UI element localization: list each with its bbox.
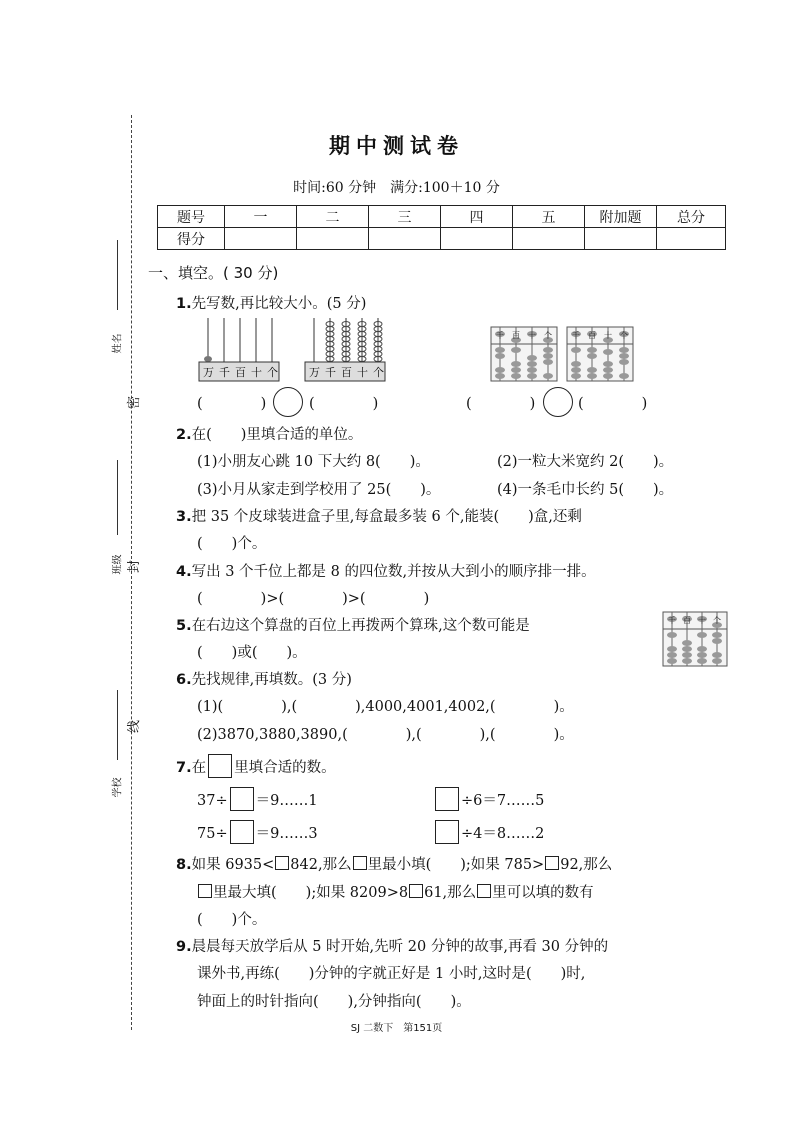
q3-number: 3. xyxy=(176,509,192,525)
eq-part: ÷6＝7……5 xyxy=(461,793,545,809)
q6-number: 6. xyxy=(176,672,192,688)
q8-text: 92,那么 xyxy=(560,857,613,873)
q2-item-3: (3)小月从家走到学校用了 25( )。 xyxy=(197,482,441,498)
q5-line-2: ( )或( )。 xyxy=(197,645,307,661)
digit-box[interactable] xyxy=(545,856,559,870)
eq-part: ＝9……1 xyxy=(255,793,318,809)
label-ge: 个 xyxy=(373,366,384,379)
abacus-label: 千 xyxy=(572,331,580,340)
q8-text: 里最大填( );如果 8209>8 xyxy=(213,885,409,901)
label-qian: 千 xyxy=(325,366,336,379)
q2-item-2: (2)一粒大米宽约 2( )。 xyxy=(497,454,674,470)
label-wan: 万 xyxy=(203,366,214,379)
q4-answer-line: ( )>( )>( ) xyxy=(197,591,430,607)
abacus-label: 十 xyxy=(698,616,706,625)
score-cell[interactable] xyxy=(657,228,726,250)
answer-box[interactable] xyxy=(230,787,254,811)
q7-eq-3 xyxy=(197,820,318,844)
abacus-label: 个 xyxy=(620,331,628,340)
q2-item-4: (4)一条毛巾长约 5( )。 xyxy=(497,482,674,498)
score-row xyxy=(158,228,726,250)
q1-blank-3[interactable]: ( ) xyxy=(466,396,536,412)
score-cell[interactable] xyxy=(297,228,369,250)
question-6 xyxy=(176,668,352,689)
q7-eq-4 xyxy=(433,820,544,844)
question-2 xyxy=(176,423,362,444)
q9-line-3: 钟面上的时针指向( ),分钟指向( )。 xyxy=(197,994,471,1010)
score-cell[interactable] xyxy=(513,228,585,250)
compare-circle-1[interactable] xyxy=(273,387,303,417)
label-bai: 百 xyxy=(341,366,352,379)
score-cell[interactable] xyxy=(369,228,441,250)
score-cell[interactable] xyxy=(441,228,513,250)
header-cell: 总分 xyxy=(657,206,726,228)
question-4 xyxy=(176,560,596,581)
answer-box[interactable] xyxy=(435,787,459,811)
compare-circle-2[interactable] xyxy=(543,387,573,417)
abacus-label: 十 xyxy=(528,331,536,340)
q4-number: 4. xyxy=(176,564,192,580)
eq-part: 75÷ xyxy=(197,826,228,842)
exam-info: 时间:60 分钟 满分:100＋10 分 xyxy=(293,180,500,196)
name-line xyxy=(117,240,118,310)
answer-box xyxy=(208,754,232,778)
q2-number: 2. xyxy=(176,427,192,443)
answer-box[interactable] xyxy=(230,820,254,844)
class-line xyxy=(117,460,118,535)
q9-line-2: 课外书,再练( )分钟的字就正好是 1 小时,这时是( )时, xyxy=(197,966,586,982)
eq-part: ＝9……3 xyxy=(255,826,318,842)
q8-text: 里最小填( );如果 785> xyxy=(367,857,545,873)
abacus-label: 千 xyxy=(668,616,676,625)
q3-line-2: ( )个。 xyxy=(197,536,267,552)
abacus-label: 百 xyxy=(512,331,520,340)
cut-mark-1: 密 xyxy=(127,395,143,410)
digit-box[interactable] xyxy=(275,856,289,870)
label-qian: 千 xyxy=(219,366,230,379)
q5-number: 5. xyxy=(176,618,192,634)
q5-text: 在右边这个算盘的百位上再拨两个算珠,这个数可能是 xyxy=(191,618,530,634)
digit-box[interactable] xyxy=(409,884,423,898)
question-7 xyxy=(176,754,336,778)
name-label: 姓名 xyxy=(112,333,124,354)
q2-text: 在( )里填合适的单位。 xyxy=(191,427,363,443)
header-cell: 四 xyxy=(441,206,513,228)
q8-text: 61,那么 xyxy=(424,885,477,901)
page-footer: SJ 二数下 第151页 xyxy=(350,1023,443,1034)
score-cell[interactable] xyxy=(585,228,657,250)
q8-text: 里可以填的数有 xyxy=(492,885,594,901)
label-shi: 十 xyxy=(251,366,262,379)
abacus-label: 百 xyxy=(588,331,596,340)
header-cell: 二 xyxy=(297,206,369,228)
bead xyxy=(204,356,212,362)
label-wan: 万 xyxy=(309,366,320,379)
page-title: 期中测试卷 xyxy=(329,134,464,158)
digit-box xyxy=(353,856,367,870)
q8-line-3: ( )个。 xyxy=(197,912,267,928)
abacus-label: 个 xyxy=(544,331,552,340)
header-cell: 三 xyxy=(369,206,441,228)
question-1 xyxy=(176,292,366,313)
school-label: 学校 xyxy=(112,777,124,798)
q6-text: 先找规律,再填数。(3 分) xyxy=(191,672,352,688)
score-label: 得分 xyxy=(158,228,225,250)
q7-eq-2 xyxy=(433,787,544,811)
header-cell: 题号 xyxy=(158,206,225,228)
class-label: 班级 xyxy=(112,554,124,575)
q1-text: 先写数,再比较大小。(5 分) xyxy=(191,296,367,312)
question-5 xyxy=(176,614,530,635)
cut-mark-3: 线 xyxy=(127,719,143,734)
q1-number: 1. xyxy=(176,296,192,312)
score-cell[interactable] xyxy=(225,228,297,250)
digit-box xyxy=(477,884,491,898)
abacus-label: 个 xyxy=(713,616,721,625)
question-9 xyxy=(176,935,608,956)
question-8 xyxy=(176,853,612,874)
q6-line-2: (2)3870,3880,3890,( ),( ),( )。 xyxy=(197,727,574,743)
eq-part: ÷4＝8……2 xyxy=(461,826,545,842)
label-ge: 个 xyxy=(267,366,278,379)
q1-blank-2[interactable]: ( ) xyxy=(309,396,379,412)
score-header-row xyxy=(158,206,726,228)
q9-number: 9. xyxy=(176,939,192,955)
eq-part: 37÷ xyxy=(197,793,228,809)
label-shi: 十 xyxy=(357,366,368,379)
school-line xyxy=(117,690,118,760)
q7-text-b: 里填合适的数。 xyxy=(234,760,336,776)
label-bai: 百 xyxy=(235,366,246,379)
q1-blank-1[interactable]: ( ) xyxy=(197,396,267,412)
section-heading: 一、填空。( 30 分) xyxy=(148,264,279,282)
q4-text: 写出 3 个千位上都是 8 的四位数,并按从大到小的顺序排一排。 xyxy=(191,564,596,580)
q8-text: 如果 6935< xyxy=(191,857,275,873)
answer-box[interactable] xyxy=(435,820,459,844)
score-table xyxy=(157,205,726,250)
q1-blank-4[interactable]: ( ) xyxy=(578,396,648,412)
abacus-label: 十 xyxy=(604,331,612,340)
q8-text: 842,那么 xyxy=(290,857,352,873)
q6-line-1: (1)( ),( ),4000,4001,4002,( )。 xyxy=(197,699,574,715)
q8-line-2 xyxy=(197,881,594,902)
question-3 xyxy=(176,505,582,526)
q9-text: 晨晨每天放学后从 5 时开始,先听 20 分钟的故事,再看 30 分钟的 xyxy=(191,939,609,955)
q7-text-a: 在 xyxy=(191,760,207,776)
abacus-label: 百 xyxy=(683,616,691,625)
q7-number: 7. xyxy=(176,760,192,776)
q8-number: 8. xyxy=(176,857,192,873)
header-cell: 五 xyxy=(513,206,585,228)
q2-item-1: (1)小朋友心跳 10 下大约 8( )。 xyxy=(197,454,430,470)
header-cell: 附加题 xyxy=(585,206,657,228)
abacus-label: 千 xyxy=(496,331,504,340)
q3-text: 把 35 个皮球装进盒子里,每盒最多装 6 个,能装( )盒,还剩 xyxy=(191,509,582,525)
q7-eq-1 xyxy=(197,787,318,811)
header-cell: 一 xyxy=(225,206,297,228)
digit-box xyxy=(198,884,212,898)
cut-mark-2: 封 xyxy=(127,559,143,574)
